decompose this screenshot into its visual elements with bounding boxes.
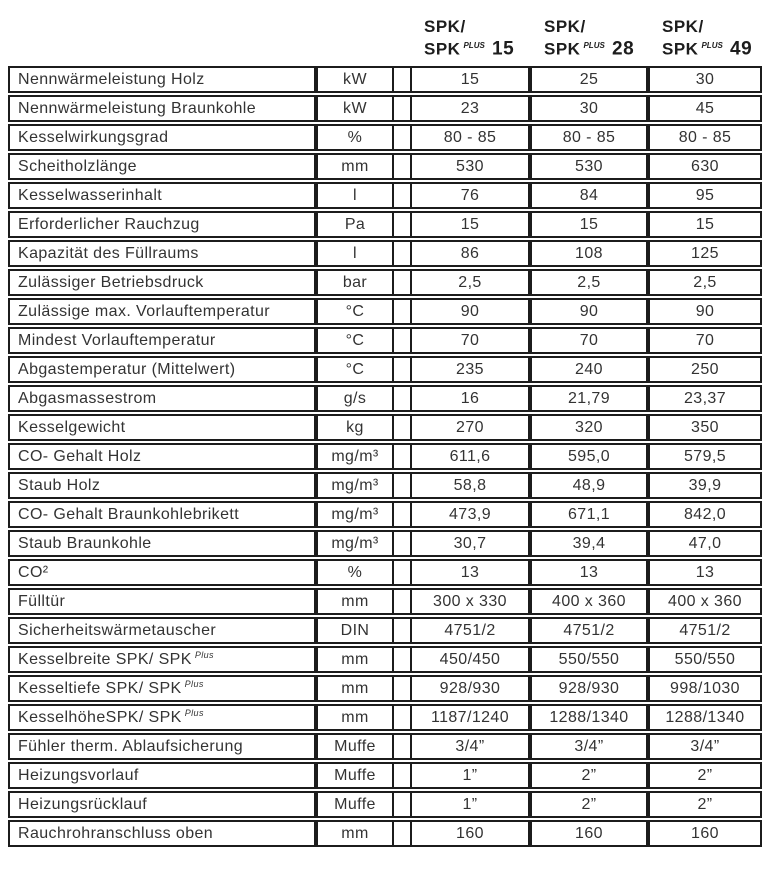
value-cell: 2,5 (530, 269, 648, 296)
table-row (8, 327, 762, 354)
header-plus-superscript: PLUS (463, 41, 485, 51)
header-model-prefix: SPK (544, 40, 581, 59)
unit-cell: °C (316, 327, 394, 354)
value-cell: 1187/1240 (410, 704, 530, 731)
value-cell: 3/4” (648, 733, 762, 760)
value-cell: 80 - 85 (410, 124, 530, 151)
column-spacer (394, 820, 410, 847)
value-cell: 160 (410, 820, 530, 847)
value-cell: 21,79 (530, 385, 648, 412)
unit-cell: l (316, 182, 394, 209)
header-empty-spacer (394, 6, 410, 64)
value-cell: 671,1 (530, 501, 648, 528)
unit-cell: bar (316, 269, 394, 296)
table-row (8, 443, 762, 470)
header-model-prefix: SPK (424, 40, 461, 59)
column-spacer (394, 443, 410, 470)
value-cell: 90 (410, 298, 530, 325)
spec-label-text: CO- Gehalt Holz (18, 448, 142, 465)
spec-table (8, 4, 762, 849)
value-cell: 473,9 (410, 501, 530, 528)
spec-label-cell (8, 588, 316, 615)
value-cell: 15 (410, 66, 530, 93)
value-cell: 23 (410, 95, 530, 122)
value-cell: 1288/1340 (530, 704, 648, 731)
unit-cell: Pa (316, 211, 394, 238)
table-row (8, 588, 762, 615)
column-spacer (394, 356, 410, 383)
value-cell: 86 (410, 240, 530, 267)
spec-label-text: Kapazität des Füllraums (18, 245, 199, 262)
table-row (8, 153, 762, 180)
table-row (8, 820, 762, 847)
unit-cell: kg (316, 414, 394, 441)
value-cell: 47,0 (648, 530, 762, 557)
column-spacer (394, 646, 410, 673)
value-cell: 76 (410, 182, 530, 209)
value-cell: 1” (410, 762, 530, 789)
spec-label-superscript: Plus (184, 678, 204, 689)
value-cell: 3/4” (410, 733, 530, 760)
spec-label-cell (8, 530, 316, 557)
column-spacer (394, 733, 410, 760)
value-cell: 928/930 (530, 675, 648, 702)
value-cell: 300 x 330 (410, 588, 530, 615)
spec-label-cell (8, 733, 316, 760)
spec-label-cell (8, 356, 316, 383)
header-model-line2 (424, 36, 530, 60)
unit-cell: l (316, 240, 394, 267)
header-empty-label (8, 6, 316, 64)
value-cell: 90 (530, 298, 648, 325)
spec-label-text: Zulässiger Betriebsdruck (18, 274, 204, 291)
spec-label-cell (8, 820, 316, 847)
value-cell: 30 (648, 66, 762, 93)
header-model-line2 (662, 36, 762, 60)
value-cell: 240 (530, 356, 648, 383)
spec-label-text: CO- Gehalt Braunkohlebrikett (18, 506, 240, 523)
table-row (8, 240, 762, 267)
value-cell: 611,6 (410, 443, 530, 470)
spec-label-text: KesselhöheSPK/ SPK (18, 709, 182, 726)
spec-label-cell (8, 791, 316, 818)
value-cell: 530 (530, 153, 648, 180)
header-plus-superscript: PLUS (583, 41, 605, 51)
value-cell: 1” (410, 791, 530, 818)
value-cell: 1288/1340 (648, 704, 762, 731)
spec-label-cell (8, 501, 316, 528)
spec-label-cell (8, 211, 316, 238)
value-cell: 2” (530, 762, 648, 789)
header-model-line1: SPK/ (544, 17, 586, 37)
column-spacer (394, 95, 410, 122)
column-spacer (394, 269, 410, 296)
spec-label-cell (8, 443, 316, 470)
value-cell: 595,0 (530, 443, 648, 470)
value-cell: 25 (530, 66, 648, 93)
value-cell: 2,5 (410, 269, 530, 296)
value-cell: 70 (410, 327, 530, 354)
value-cell: 125 (648, 240, 762, 267)
value-cell: 998/1030 (648, 675, 762, 702)
column-header-spk28 (530, 6, 648, 64)
spec-label-text: Kesselbreite SPK/ SPK (18, 651, 192, 668)
spec-label-cell (8, 617, 316, 644)
value-cell: 4751/2 (530, 617, 648, 644)
column-spacer (394, 704, 410, 731)
spec-label-text: Kesselgewicht (18, 419, 126, 436)
column-spacer (394, 327, 410, 354)
spec-label-text: Kesselwirkungsgrad (18, 129, 169, 146)
column-spacer (394, 385, 410, 412)
unit-cell: g/s (316, 385, 394, 412)
value-cell: 2” (530, 791, 648, 818)
unit-cell: mg/m³ (316, 530, 394, 557)
spec-label-cell (8, 95, 316, 122)
spec-label-cell (8, 327, 316, 354)
spec-label-cell (8, 414, 316, 441)
column-spacer (394, 153, 410, 180)
value-cell: 15 (530, 211, 648, 238)
header-row (8, 6, 762, 64)
spec-label-text: Zulässige max. Vorlauftemperatur (18, 303, 271, 320)
table-row (8, 704, 762, 731)
column-spacer (394, 762, 410, 789)
value-cell: 550/550 (530, 646, 648, 673)
value-cell: 250 (648, 356, 762, 383)
spec-label-cell (8, 385, 316, 412)
header-model-prefix: SPK (662, 40, 699, 59)
unit-cell: mm (316, 588, 394, 615)
spec-label-text: Nennwärmeleistung Braunkohle (18, 100, 256, 117)
value-cell: 13 (410, 559, 530, 586)
spec-label-text: Staub Holz (18, 477, 101, 494)
value-cell: 270 (410, 414, 530, 441)
table-row (8, 646, 762, 673)
column-header-spk49 (648, 6, 762, 64)
unit-cell: kW (316, 66, 394, 93)
value-cell: 23,37 (648, 385, 762, 412)
value-cell: 15 (410, 211, 530, 238)
header-model-line1: SPK/ (424, 17, 466, 37)
value-cell: 2” (648, 762, 762, 789)
column-spacer (394, 66, 410, 93)
value-cell: 90 (648, 298, 762, 325)
column-spacer (394, 182, 410, 209)
value-cell: 15 (648, 211, 762, 238)
value-cell: 70 (648, 327, 762, 354)
header-plus-superscript: PLUS (701, 41, 723, 51)
value-cell: 84 (530, 182, 648, 209)
spec-label-text: Mindest Vorlauftemperatur (18, 332, 216, 349)
header-model-line2 (544, 36, 648, 60)
value-cell: 13 (530, 559, 648, 586)
value-cell: 530 (410, 153, 530, 180)
value-cell: 30,7 (410, 530, 530, 557)
table-row (8, 675, 762, 702)
spec-label-cell (8, 182, 316, 209)
value-cell: 95 (648, 182, 762, 209)
value-cell: 48,9 (530, 472, 648, 499)
unit-cell: kW (316, 95, 394, 122)
column-spacer (394, 298, 410, 325)
unit-cell: Muffe (316, 762, 394, 789)
value-cell: 400 x 360 (648, 588, 762, 615)
value-cell: 320 (530, 414, 648, 441)
value-cell: 928/930 (410, 675, 530, 702)
value-cell: 579,5 (648, 443, 762, 470)
unit-cell: % (316, 124, 394, 151)
table-row (8, 356, 762, 383)
spec-label-cell (8, 124, 316, 151)
value-cell: 80 - 85 (648, 124, 762, 151)
table-row (8, 182, 762, 209)
unit-cell: mg/m³ (316, 443, 394, 470)
column-spacer (394, 211, 410, 238)
spec-label-cell (8, 559, 316, 586)
spec-label-cell (8, 66, 316, 93)
spec-label-cell (8, 675, 316, 702)
column-spacer (394, 617, 410, 644)
column-spacer (394, 588, 410, 615)
column-spacer (394, 675, 410, 702)
column-spacer (394, 414, 410, 441)
spec-label-text: Erforderlicher Rauchzug (18, 216, 200, 233)
spec-label-cell (8, 762, 316, 789)
header-model-number: 15 (492, 39, 515, 60)
spec-label-text: Scheitholzlänge (18, 158, 137, 175)
unit-cell: mm (316, 646, 394, 673)
unit-cell: Muffe (316, 733, 394, 760)
column-spacer (394, 791, 410, 818)
table-row (8, 472, 762, 499)
table-row (8, 124, 762, 151)
table-row (8, 95, 762, 122)
unit-cell: °C (316, 356, 394, 383)
column-spacer (394, 559, 410, 586)
value-cell: 39,9 (648, 472, 762, 499)
spec-label-text: Rauchrohranschluss oben (18, 825, 214, 842)
value-cell: 2,5 (648, 269, 762, 296)
value-cell: 160 (648, 820, 762, 847)
value-cell: 80 - 85 (530, 124, 648, 151)
spec-label-cell (8, 240, 316, 267)
value-cell: 450/450 (410, 646, 530, 673)
value-cell: 16 (410, 385, 530, 412)
spec-label-cell (8, 646, 316, 673)
unit-cell: mm (316, 704, 394, 731)
value-cell: 4751/2 (648, 617, 762, 644)
unit-cell: mg/m³ (316, 472, 394, 499)
column-spacer (394, 472, 410, 499)
spec-label-text: Sicherheitswärmetauscher (18, 622, 217, 639)
spec-label-superscript: Plus (184, 707, 204, 718)
table-row (8, 66, 762, 93)
table-row (8, 617, 762, 644)
table-row (8, 298, 762, 325)
column-spacer (394, 501, 410, 528)
spec-label-cell (8, 269, 316, 296)
value-cell: 350 (648, 414, 762, 441)
spec-label-cell (8, 298, 316, 325)
column-spacer (394, 240, 410, 267)
spec-label-text: Abgasmassestrom (18, 390, 157, 407)
value-cell: 108 (530, 240, 648, 267)
value-cell: 3/4” (530, 733, 648, 760)
table-row (8, 530, 762, 557)
table-row (8, 414, 762, 441)
spec-label-text: Kesseltiefe SPK/ SPK (18, 680, 182, 697)
unit-cell: mm (316, 153, 394, 180)
spec-label-cell (8, 472, 316, 499)
unit-cell: % (316, 559, 394, 586)
spec-label-superscript: Plus (194, 649, 214, 660)
table-row (8, 269, 762, 296)
unit-cell: °C (316, 298, 394, 325)
value-cell: 45 (648, 95, 762, 122)
spec-label-text: CO² (18, 564, 49, 581)
table-row (8, 559, 762, 586)
unit-cell: mm (316, 675, 394, 702)
value-cell: 550/550 (648, 646, 762, 673)
value-cell: 400 x 360 (530, 588, 648, 615)
unit-cell: mm (316, 820, 394, 847)
spec-label-text: Heizungsrücklauf (18, 796, 148, 813)
column-spacer (394, 124, 410, 151)
value-cell: 4751/2 (410, 617, 530, 644)
header-model-number: 49 (730, 39, 753, 60)
table-header (8, 6, 762, 64)
value-cell: 160 (530, 820, 648, 847)
value-cell: 630 (648, 153, 762, 180)
column-header-spk15 (410, 6, 530, 64)
value-cell: 30 (530, 95, 648, 122)
spec-label-text: Staub Braunkohle (18, 535, 152, 552)
table-row (8, 791, 762, 818)
value-cell: 39,4 (530, 530, 648, 557)
unit-cell: mg/m³ (316, 501, 394, 528)
spec-label-text: Kesselwasserinhalt (18, 187, 163, 204)
table-row (8, 733, 762, 760)
header-empty-unit (316, 6, 394, 64)
value-cell: 235 (410, 356, 530, 383)
value-cell: 2” (648, 791, 762, 818)
value-cell: 70 (530, 327, 648, 354)
header-model-number: 28 (612, 39, 635, 60)
value-cell: 842,0 (648, 501, 762, 528)
spec-label-text: Nennwärmeleistung Holz (18, 71, 205, 88)
table-row (8, 385, 762, 412)
spec-label-text: Fühler therm. Ablaufsicherung (18, 738, 244, 755)
table-row (8, 211, 762, 238)
header-model-line1: SPK/ (662, 17, 704, 37)
value-cell: 13 (648, 559, 762, 586)
unit-cell: DIN (316, 617, 394, 644)
spec-label-text: Heizungsvorlauf (18, 767, 139, 784)
column-spacer (394, 530, 410, 557)
unit-cell: Muffe (316, 791, 394, 818)
table-row (8, 501, 762, 528)
value-cell: 58,8 (410, 472, 530, 499)
spec-label-cell (8, 153, 316, 180)
spec-label-text: Fülltür (18, 593, 66, 610)
spec-label-text: Abgastemperatur (Mittelwert) (18, 361, 236, 378)
spec-label-cell (8, 704, 316, 731)
table-row (8, 762, 762, 789)
